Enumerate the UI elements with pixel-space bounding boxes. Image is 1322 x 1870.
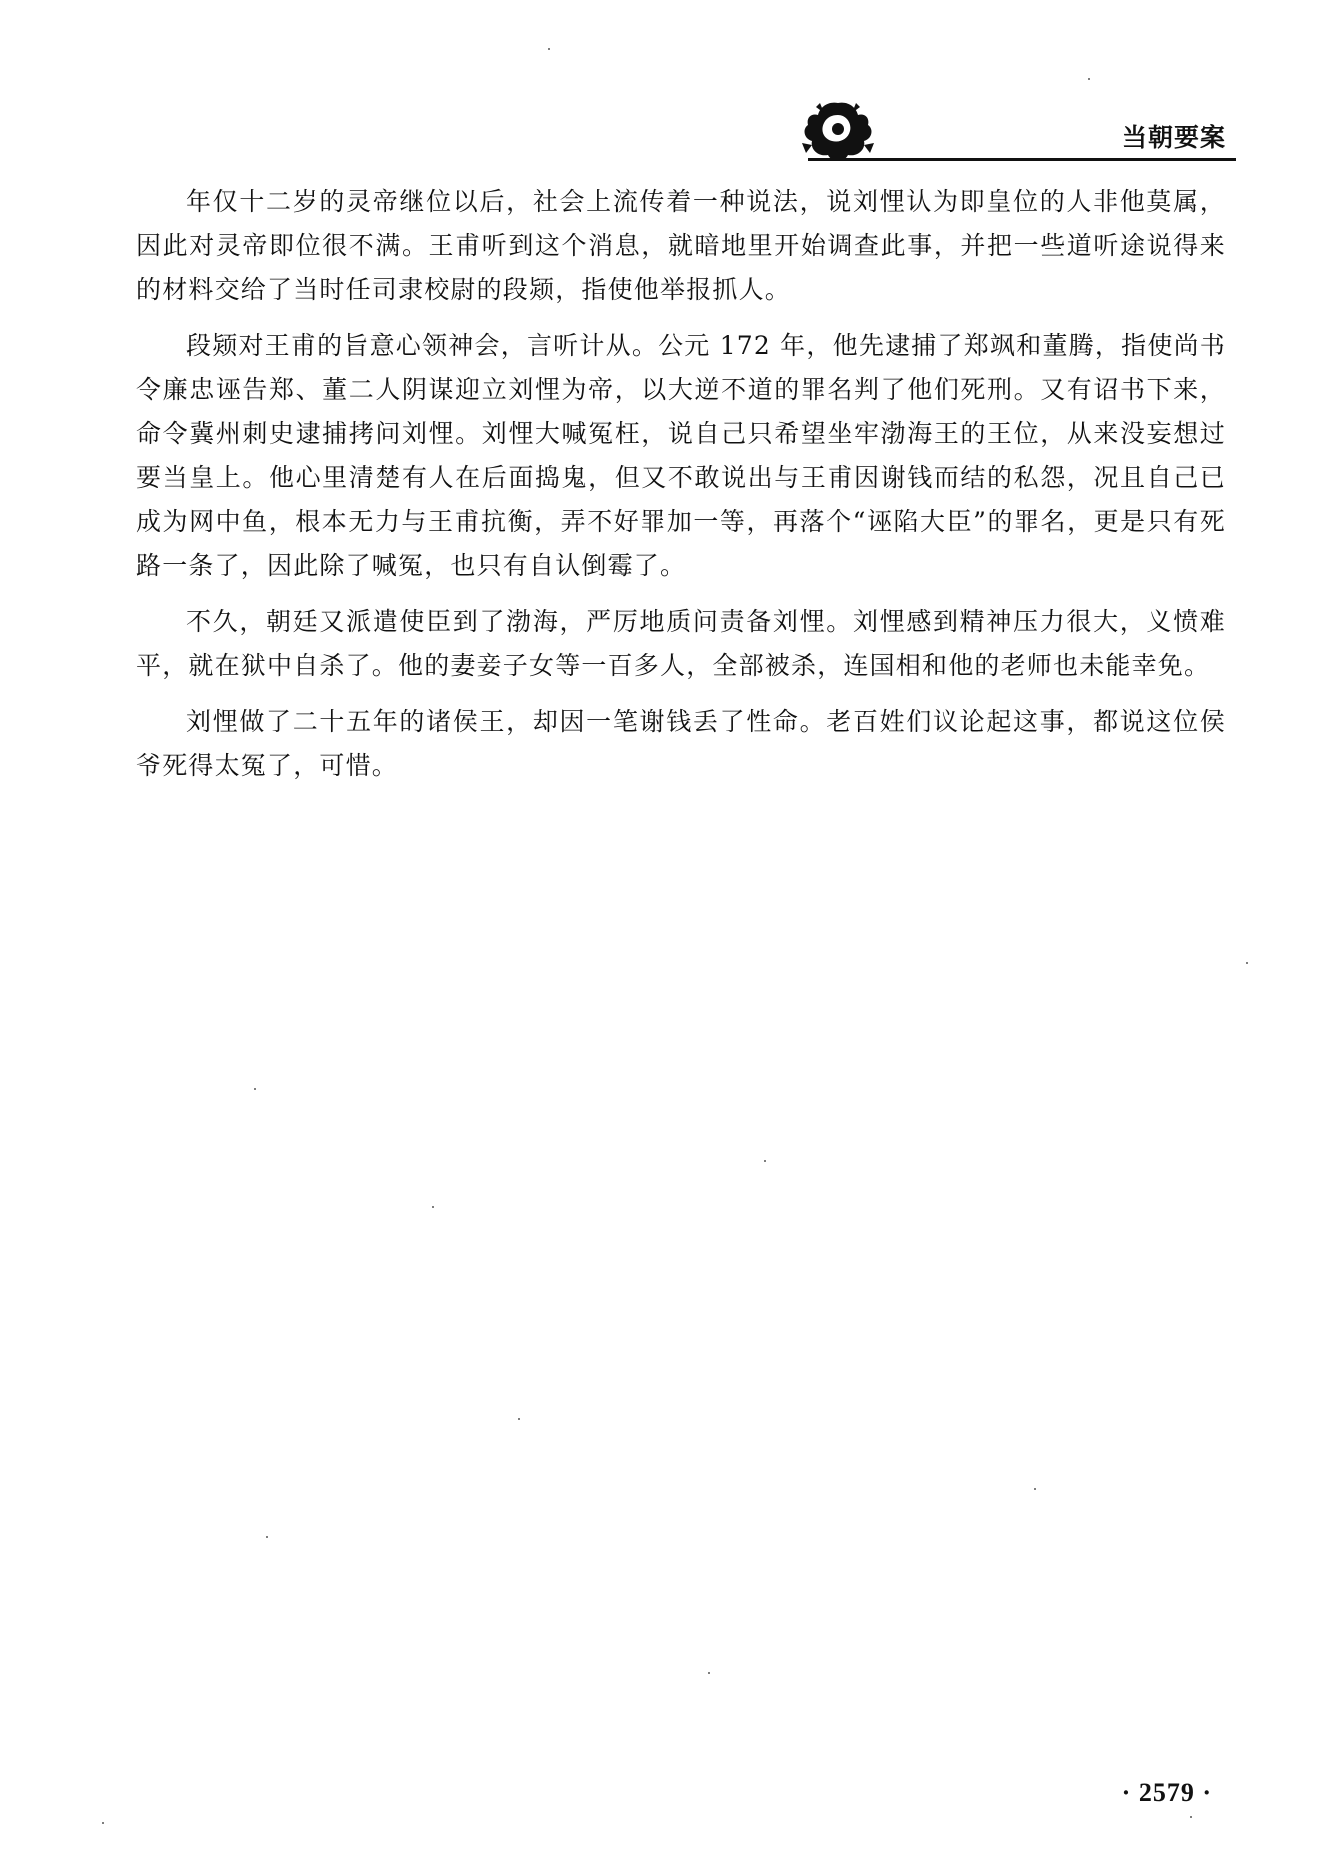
scan-speck — [518, 1418, 520, 1420]
paragraph-3: 不久，朝廷又派遣使臣到了渤海，严厉地质问责备刘悝。刘悝感到精神压力很大，义愤难平，就在狱中自杀了。他的妻妾子女等一百多人，全部被杀，连国相和他的老师也未能幸免。 — [136, 607, 1226, 680]
scan-speck — [102, 1822, 104, 1824]
scan-speck — [1088, 78, 1090, 80]
body-text — [136, 180, 1226, 800]
page-number: · 2579 · — [1121, 1778, 1212, 1807]
scan-speck — [548, 48, 550, 50]
scan-speck — [254, 1088, 256, 1090]
scan-speck — [432, 1206, 434, 1208]
running-head: 当朝要案 — [1121, 123, 1226, 152]
scan-speck — [1246, 962, 1248, 964]
scan-speck — [708, 1672, 710, 1674]
scan-speck — [1190, 1816, 1192, 1818]
header-rule — [808, 158, 1236, 161]
paragraph-4: 刘悝做了二十五年的诸侯王，却因一笔谢钱丢了性命。老百姓们议论起这事，都说这位侯爷死得太冤了，可惜。 — [136, 707, 1226, 780]
dragon-emblem-icon — [798, 95, 878, 167]
paragraph-2: 段颎对王甫的旨意心领神会，言听计从。公元 172 年，他先逮捕了郑飒和董腾，指使尚书令廉忠诬告郑、董二人阴谋迎立刘悝为帝，以大逆不道的罪名判了他们死刑。又有诏书下来，命令冀州刺史逮捕拷问刘悝。刘悝大喊冤枉，说自己只希望坐牢渤海王的王位，从来没妄想过要当皇上。他心里清楚有人在后面捣鬼，但又不敢说出与王甫因谢钱而结的私怨，况且自己已成为网中鱼，根本无力与王甫抗衡，弄不好罪加一等，再落个“诬陷大臣”的罪名，更是只有死路一条了，因此除了喊冤，也只有自认倒霉了。 — [136, 331, 1226, 580]
scan-speck — [266, 1536, 268, 1538]
paragraph-1: 年仅十二岁的灵帝继位以后，社会上流传着一种说法，说刘悝认为即皇位的人非他莫属，因此对灵帝即位很不满。王甫听到这个消息，就暗地里开始调查此事，并把一些道听途说得来的材料交给了当时任司隶校尉的段颎，指使他举报抓人。 — [136, 187, 1226, 304]
scan-speck — [764, 1160, 766, 1162]
scan-speck — [1034, 1488, 1036, 1490]
